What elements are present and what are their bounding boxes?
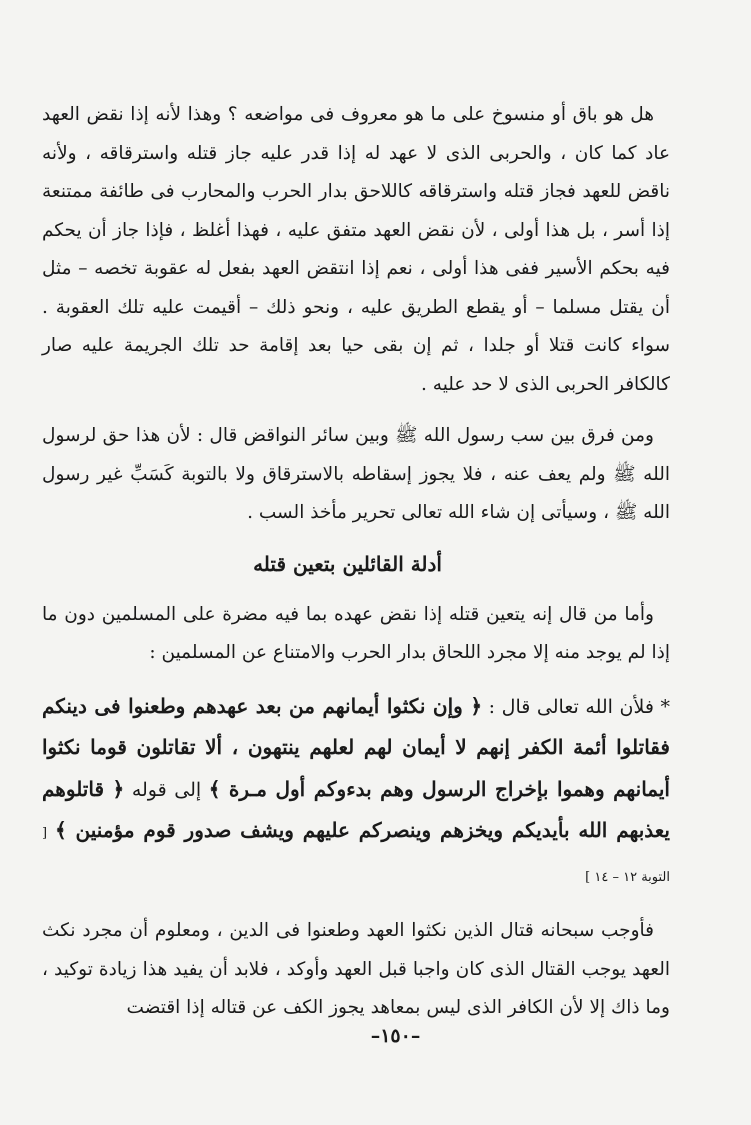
paragraph-2: ومن فرق بين سب رسول الله ﷺ وبين سائر النواقض قال : لأن هذا حق لرسول الله ﷺ ولم يعف عنه ، فلا يجوز إسقاطه بالاسترقاق ولا بالتوبة كَسَبِّ غير رسول الله ﷺ ، وسيأتى إن شاء الله تعالى تحرير مأخذ السب . bbox=[42, 425, 670, 523]
page-body bbox=[42, 96, 670, 1041]
section-heading: أدلة القائلين بتعين قتله bbox=[253, 551, 442, 576]
quote-verse-b: ﴿ قاتلوهم يعذبهم الله بأيديكم ويخزهم وينصركم عليهم ويشف صدور قوم مؤمنين ﴾ bbox=[42, 776, 671, 842]
quote-verse-a: ﴿ وإن نكثوا أيمانهم من بعد عهدهم وطعنوا فى دينكم فقاتلوا أئمة الكفر إنهم لا أيمان لهم لعلهم ينتهون ، ألا تقاتلون قوما نكثوا أيمانهم وهموا بإخراج الرسول وهم بدءوكم أول مـرة ﴾ bbox=[42, 693, 670, 801]
paragraph-3: وأما من قال إنه يتعين قتله إذا نقض عهده بما فيه مضرة على المسلمين دون ما إذا لم يوجد منه إلا مجرد اللحاق بدار الحرب والامتناع عن المسلمين : bbox=[42, 603, 670, 663]
quran-quote bbox=[42, 686, 670, 899]
paragraph-1: هل هو باق أو منسوخ على ما هو معروف فى مواضعه ؟ وهذا لأنه إذا نقض العهد عاد كما كان ، والحربى الذى لا عهد له إذا قدر عليه جاز قتله واسترقاقه ، ولأنه ناقض للعهد فجاز قتله واسترقاقه كاللاحق بدار الحرب والمحارب فى طائفة ممتنعة إذا أسر ، بل هذا أولى ، لأن نقض العهد متفق عليه ، فهذا أغلظ ، فإذا جاز أن يحكم فيه بحكم الأسير ففى هذا أولى ، نعم إذا انتقض العهد بفعل له عقوبة تخصه – مثل أن يقتل مسلما – أو يقطع الطريق عليه ، ونحو ذلك – أقيمت عليه تلك العقوبة . سواء كانت قتلا أو جلدا ، ثم إن بقى حيا بعد إقامة حد تلك الجريمة عليه صار كالكافر الحربى الذى لا حد عليه . bbox=[42, 104, 670, 395]
quote-reference: [ التوبة ١٢ – ١٤ ] bbox=[42, 826, 670, 885]
quote-mid: إلى قوله bbox=[131, 778, 202, 801]
quote-intro: * فلأن الله تعالى قال : bbox=[488, 695, 670, 718]
page-number: –١٥٠– bbox=[370, 1025, 421, 1047]
paragraph-4: فأوجب سبحانه قتال الذين نكثوا العهد وطعنوا فى الدين ، ومعلوم أن مجرد نكث العهد يوجب القتال الذى كان واجبا قبل العهد وأوكد ، فلابد أن يفيد هذا زيادة توكيد ، وما ذاك إلا لأن الكافر الذى ليس بمعاهد يجوز الكف عن قتاله إذا اقتضت bbox=[42, 920, 670, 1018]
